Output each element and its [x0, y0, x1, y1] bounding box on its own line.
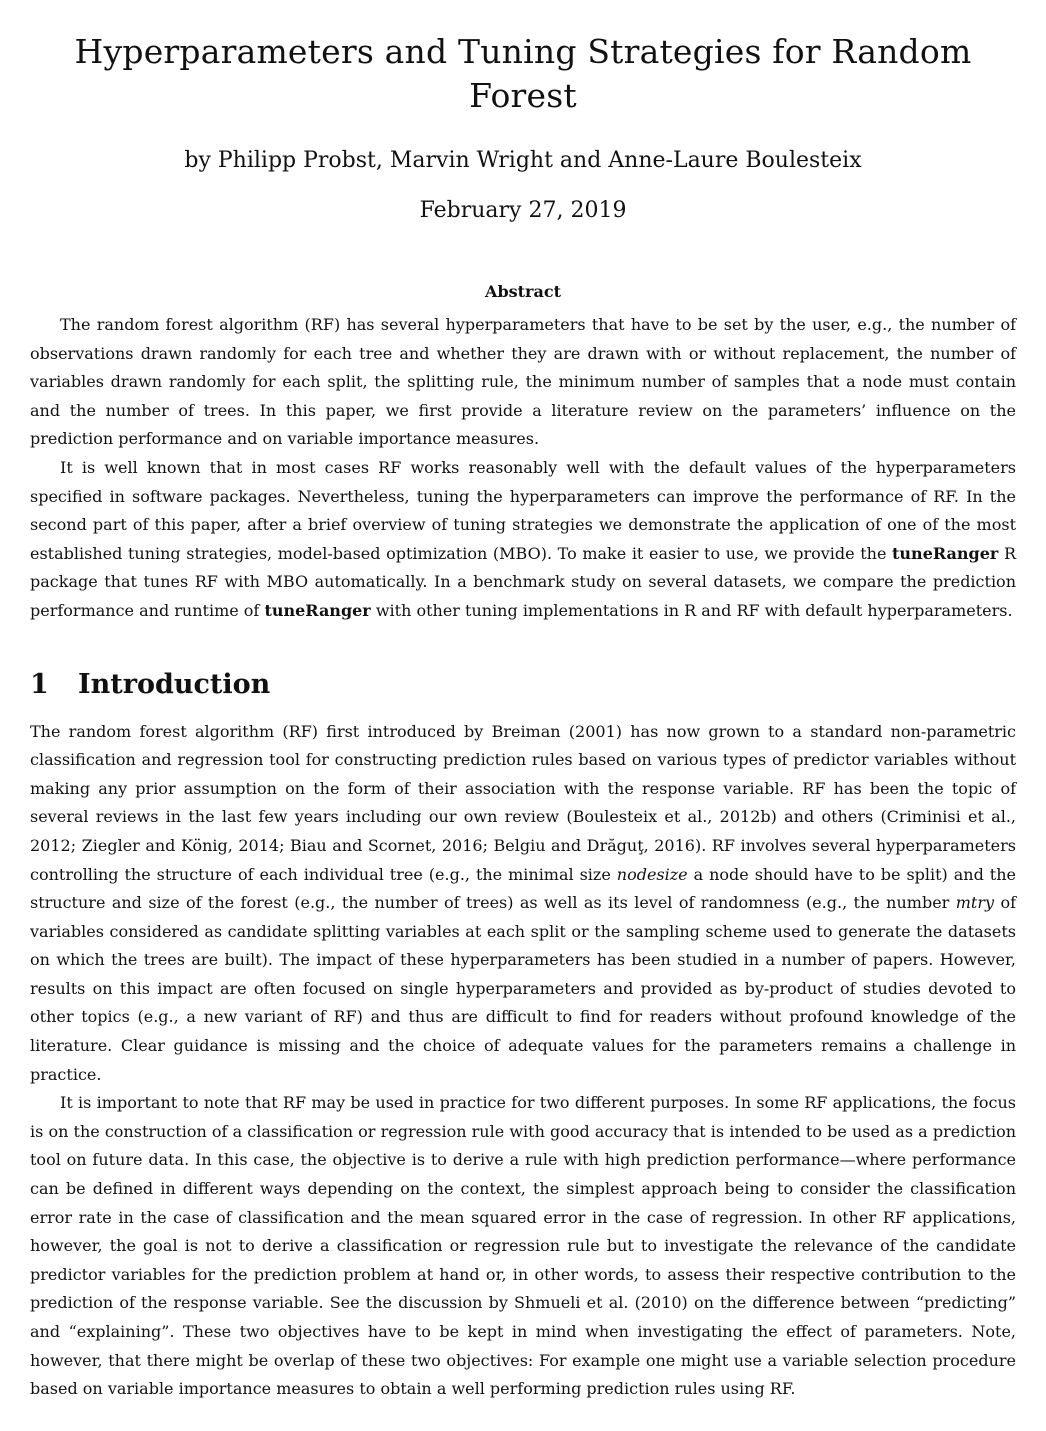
paper-page	[30, 30, 1016, 1404]
abstract-heading: Abstract	[485, 282, 561, 301]
intro-p1-text-c: of variables considered as candidate splitting variables at each split or the sampling scheme used to generate the datasets on which the trees are built). The impact of these hyperparameters has been studied in a number of papers. However, results on this impact are often focused on single hyperparameters and provided as by-product of studies devoted to other topics (e.g., a new variant of RF) and thus are difficult to find for readers without profound knowledge of the literature. Clear guidance is missing and the choice of adequate values for the parameters remains a challenge in practice.	[30, 893, 1016, 1084]
introduction-paragraph-2: It is important to note that RF may be used in practice for two different purposes. In some RF applications, the focus is on the construction of a classification or regression rule with good accuracy that is intended to be used as a prediction tool on future data. In this case, the objective is to derive a rule with high prediction performance—where performance can be defined in different ways depending on the context, the simplest approach being to consider the classification error rate in the case of classification and the mean squared error in the case of regression. In other RF applications, however, the goal is not to derive a classification or regression rule but to investigate the relevance of the candidate predictor variables for the prediction problem at hand or, in other words, to assess their respective contribution to the prediction of the response variable. See the discussion by Shmueli et al. (2010) on the difference between “predicting” and “explaining”. These two objectives have to be kept in mind when investigating the effect of parameters. Note, however, that there might be overlap of these two objectives: For example one might use a variable selection procedure based on variable importance measures to obtain a well performing prediction rules using RF.	[30, 1093, 1016, 1399]
intro-p1-text-a: The random forest algorithm (RF) first introduced by Breiman (2001) has now grown to a standard non-parametric classification and regression tool for constructing prediction rules based on various types of predictor variables without making any prior assumption on the form of their association with the response variable. RF has been the topic of several reviews in the last few years including our own review (Boulesteix et al., 2012b) and others (Criminisi et al., 2012; Ziegler and König, 2014; Biau and Scornet, 2016; Belgiu and Drăguţ, 2016). RF involves several hyperparameters controlling the structure of each individual tree (e.g., the minimal size	[30, 721, 1016, 884]
section-number: 1	[30, 668, 49, 700]
introduction-body	[30, 718, 1016, 1404]
abstract-p2-text-a: It is well known that in most cases RF works reasonably well with the default values of the hyperparameters specified in software packages. Nevertheless, tuning the hyperparameters can improve the performance of RF. In the second part of this paper, after a brief overview of tuning strategies we demonstrate the application of one of the most established tuning strategies, model-based optimization (MBO). To make it easier to use, we provide the	[30, 457, 1016, 563]
paper-authors: by Philipp Probst, Marvin Wright and Anne-Laure Boulesteix	[184, 148, 862, 173]
intro-p1-text-b: a node should have to be split) and the structure and size of the forest (e.g., the number of trees) as well as its level of randomness (e.g., the number	[30, 864, 1016, 913]
introduction-paragraph-1	[30, 718, 1016, 1090]
param-mtry: mtry	[955, 893, 995, 913]
abstract-p2-text-c: with other tuning implementations in R and RF with default hyperparameters.	[370, 600, 1013, 620]
abstract-body	[30, 311, 1016, 626]
abstract-paragraph-2	[30, 454, 1016, 626]
package-name-tuneranger: tuneRanger	[264, 600, 371, 620]
paper-date: February 27, 2019	[419, 198, 627, 223]
abstract-paragraph-1: The random forest algorithm (RF) has several hyperparameters that have to be set by the user, e.g., the number of observations drawn randomly for each tree and whether they are drawn with or without replacement, the number of variables drawn randomly for each split, the splitting rule, the minimum number of samples that a node must contain and the number of trees. In this paper, we first provide a literature review on the parameters’ influence on the prediction performance and on variable importance measures.	[30, 315, 1016, 449]
param-nodesize: nodesize	[616, 864, 688, 884]
package-name-tuneranger: tuneRanger	[892, 543, 999, 563]
section-heading-introduction	[30, 668, 1016, 702]
paper-title: Hyperparameters and Tuning Strategies for Random Forest	[74, 32, 972, 115]
section-title: Introduction	[78, 668, 271, 700]
abstract-p2-text-b: R package that tunes RF with MBO automatically. In a benchmark study on several datasets, we compare the prediction performance and runtime of	[30, 543, 1016, 620]
